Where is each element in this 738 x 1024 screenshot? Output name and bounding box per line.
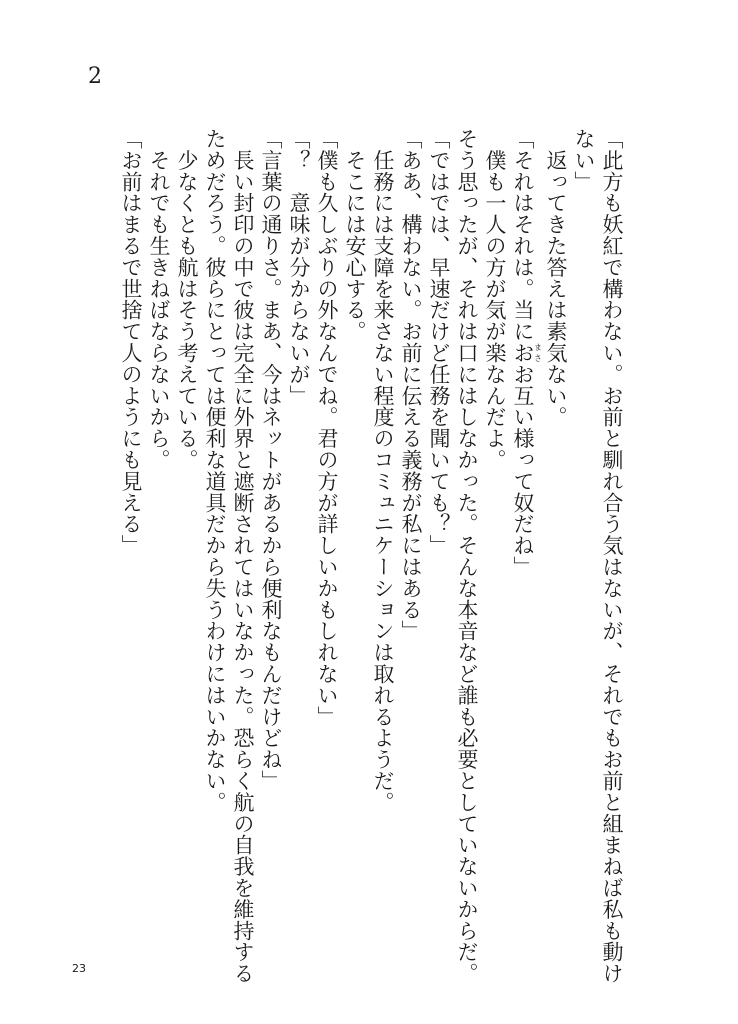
text-line: 少なくとも航はそう考えている。 <box>175 128 199 471</box>
text-line-with-ruby <box>509 128 542 948</box>
ruby-suffix: お互い様って奴だね」 <box>511 363 535 578</box>
text-line: 「僕も久しぶりの外なんでね。君の方が詳しいかもしれない」 <box>315 128 339 728</box>
text-line: 「言葉の通りさ。まあ、今はネットがあるから便利なもんだけどね」 <box>259 128 283 792</box>
ruby-annotation <box>511 342 543 364</box>
text-line: そう思ったが、それは口にはしなかった。そんな本音など誰も必要としていないからだ。 <box>455 128 479 984</box>
text-line: 任務には支障を来さない程度のコミュニケーションは取れるようだ。 <box>371 128 395 813</box>
text-line: 長い封印の中で彼は完全に外界と遮断されてはいなかった。恐らく航の自我を維持する <box>231 128 255 984</box>
text-line: 僕も一人の方が気が楽なんだよ。 <box>483 128 507 471</box>
text-line: 「ではでは、早速だけど任務を聞いても？」 <box>427 128 451 556</box>
text-line: ためだろう。彼らにとっては便利な道具だから失うわけにはいかない。 <box>203 128 227 813</box>
text-line: それでも生きねばならないから。 <box>147 128 171 471</box>
text-line: そこには安心する。 <box>343 128 367 342</box>
text-line: ない」 <box>572 128 596 193</box>
page-number: 23 <box>72 962 86 975</box>
body-text <box>117 128 626 984</box>
ruby-prefix: 「それはそれは。当に <box>511 128 535 342</box>
text-line: 「？ 意味が分からないが」 <box>287 128 311 407</box>
text-line: 「お前はまるで世捨て人のようにも見える」 <box>119 128 143 556</box>
text-line: 「此方も妖紅で構わない。お前と馴れ合う気はないが、それでもお前と組まねば私も動け <box>600 128 624 984</box>
text-line: 「ああ、構わない。お前に伝える義務が私にはある」 <box>399 128 423 642</box>
ruby-base: お <box>511 342 535 364</box>
ruby-reading: まさ <box>533 342 543 364</box>
text-line: 返ってきた答えは素気ない。 <box>544 128 568 428</box>
chapter-number: 2 <box>88 64 102 89</box>
